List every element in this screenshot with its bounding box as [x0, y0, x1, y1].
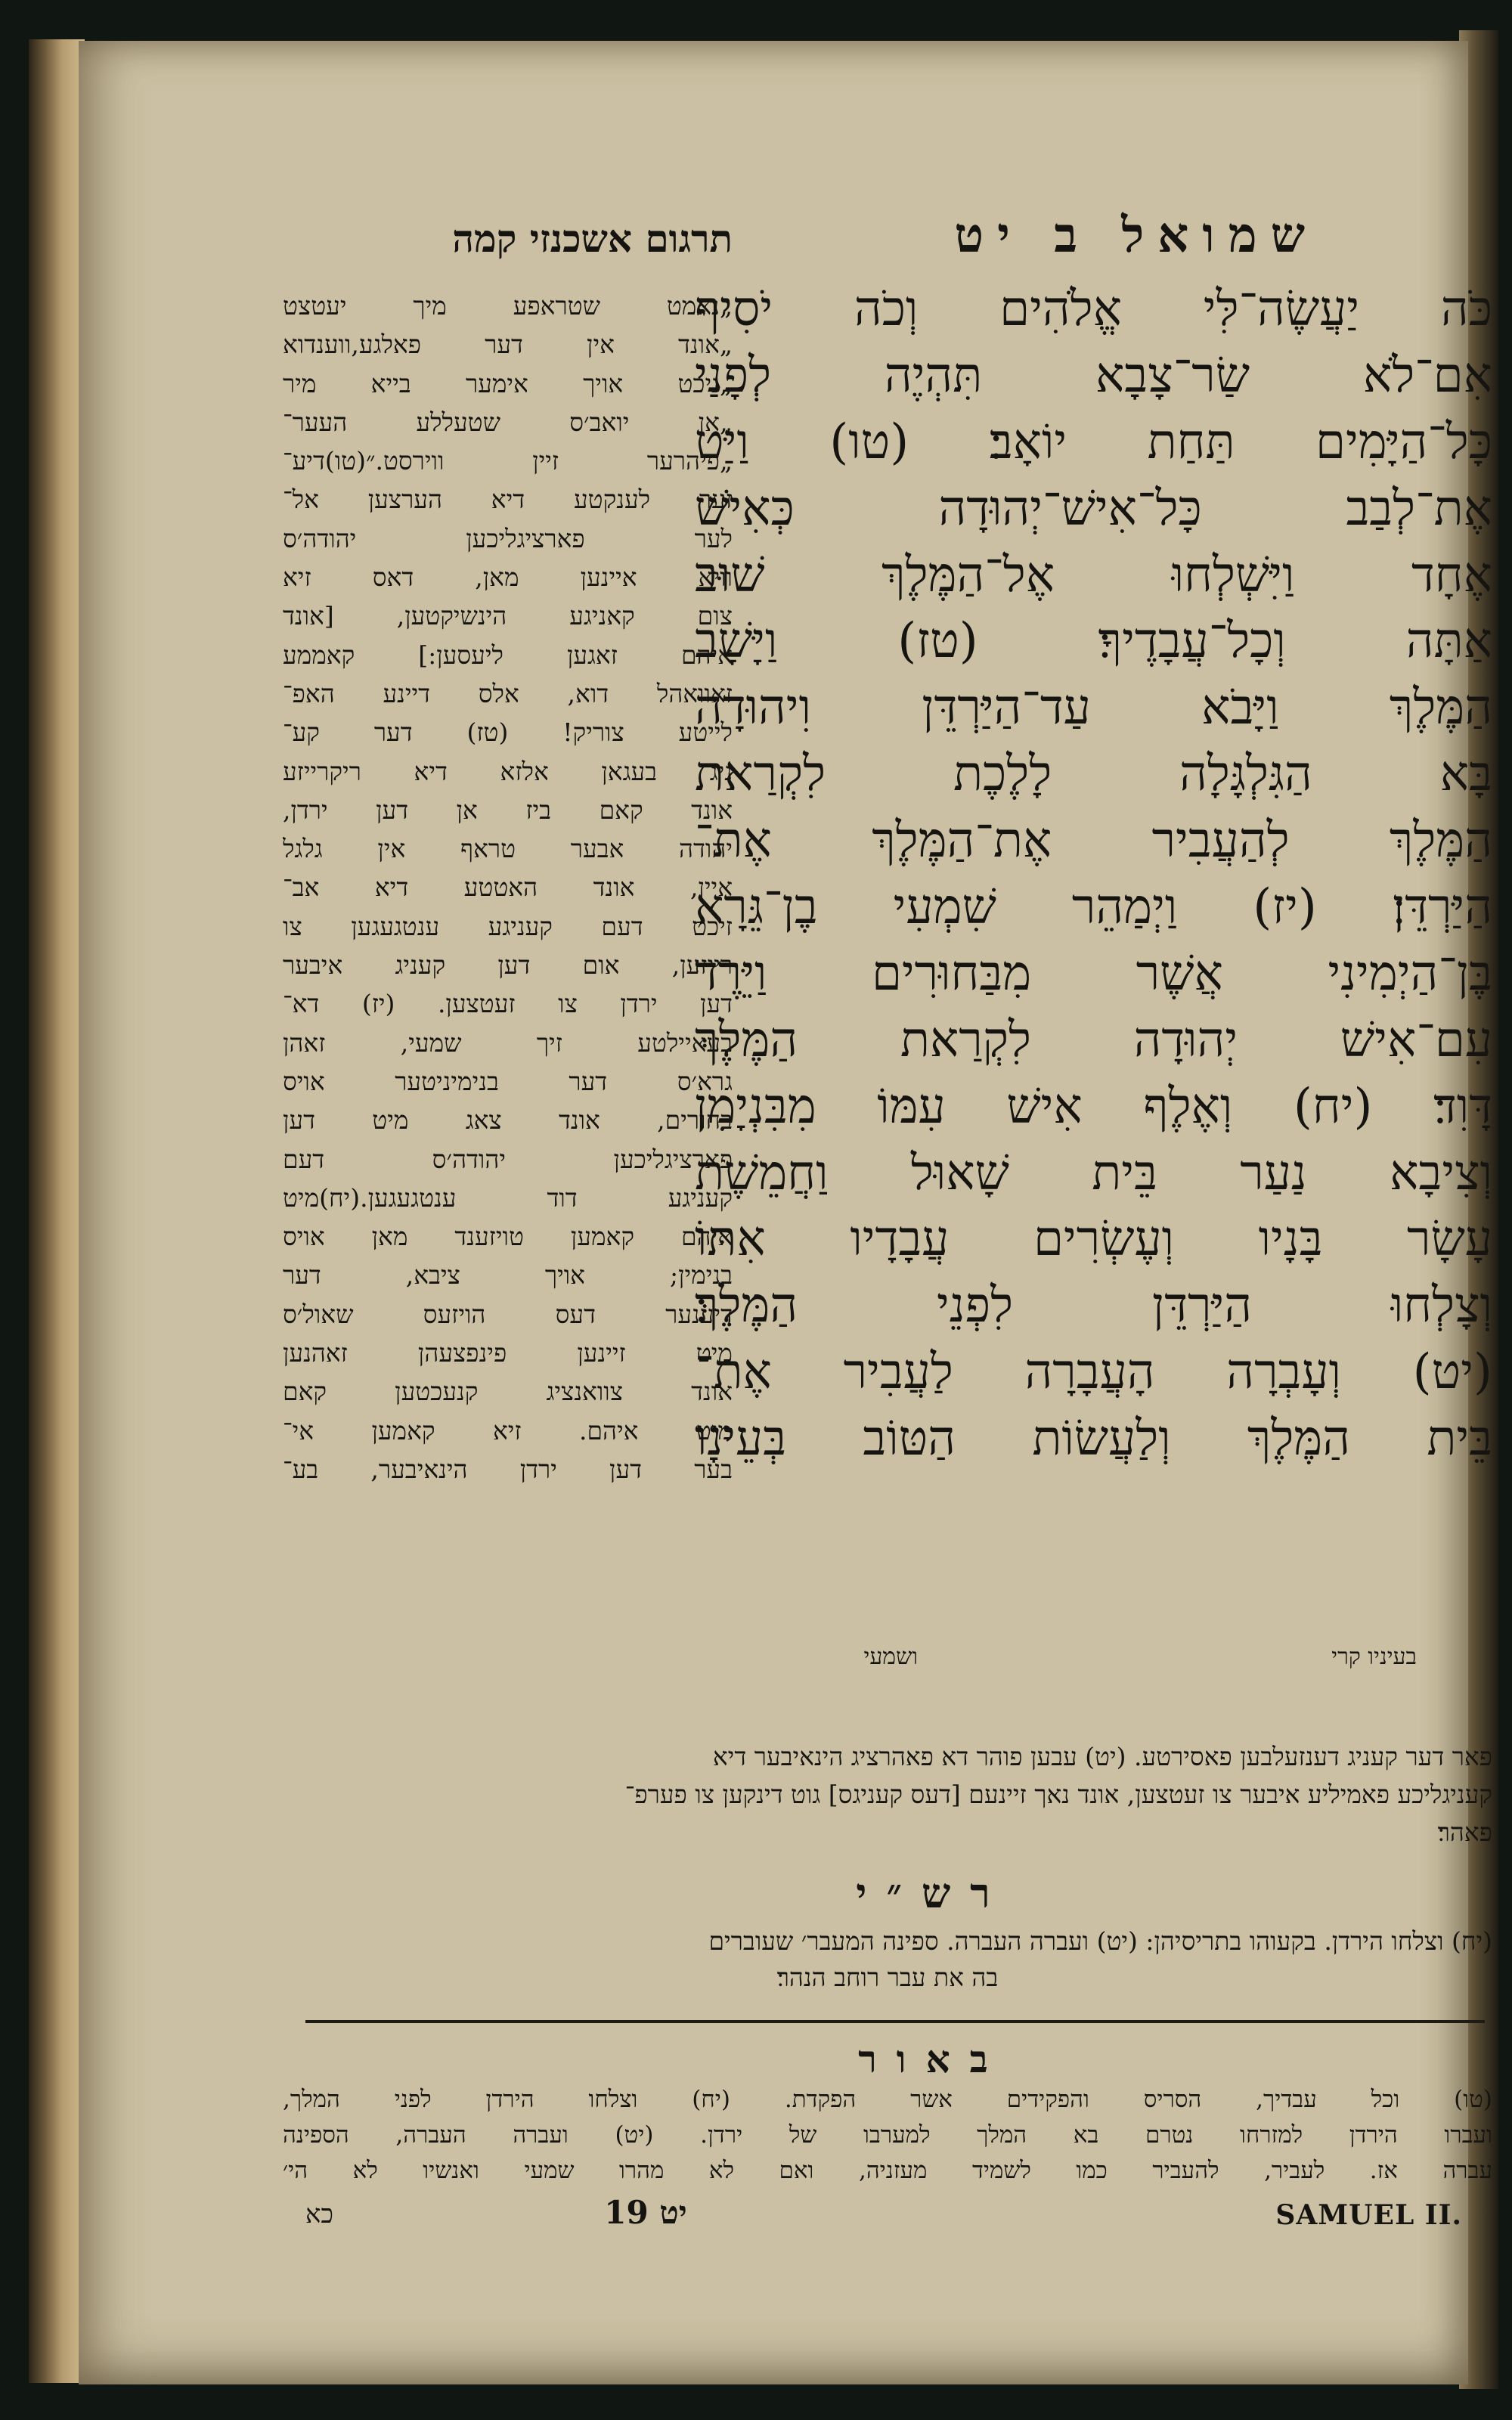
main-text-line: אִם־לֹא שַׂר־צָבָא תִּהְיֶה לְפָנַי [695, 347, 1492, 404]
translation-line: „ניכט אויך אימער בייא מיר [283, 368, 733, 398]
translation-continuation-line: פאר דער קעניג דענזעלבען פאסירטע. (יט) עבען פוהר דא פאהרציג הינאיבער דיא [712, 1742, 1492, 1771]
rashi-commentary [283, 1923, 1492, 1996]
translation-line: בנימין; אויך ציבא, דער [283, 1260, 733, 1291]
main-text-line: עָשָׂר בָּנָיו וְעֶשְׂרִים עֲבָדָיו אִתּוֹ [695, 1211, 1492, 1268]
rashi-line: (יח) וצלחו הירדן. בקעוהו בתריסיהן: (יט) ועברה העברה. ספינה המעבר׳ שעוברים [708, 1926, 1492, 1956]
translation-line: בעאיילטע זיך שמעי, זאהן [283, 1027, 733, 1058]
translation-line: מיט זיינען פינפצעהן זאהנען [283, 1338, 733, 1368]
translation-line: זער לענקטע דיא הערצען אל־ [283, 485, 733, 515]
page-number: 19 יט [604, 2194, 687, 2231]
translation-line: גרא׳ס דער בנימיניטער אויס [283, 1066, 733, 1096]
divider-rule [305, 2020, 1485, 2023]
translation-line: רייזען, אום דען קעניג איבער [283, 950, 733, 981]
main-text-line: וְצָלְחוּ הַיַּרְדֵּן לִפְנֵי הַמֶּלֶךְ׃ [695, 1278, 1492, 1334]
kri-note-left: ושמעי [863, 1644, 918, 1670]
book-page-edges-left [29, 39, 85, 2383]
translation-line: אונד צוואנציג קנעכטען קאם [283, 1377, 733, 1407]
main-text-line: (יט) וְעָבְרָה הָעֲבָרָה לַעֲבִיר אֶת־ [695, 1344, 1492, 1401]
main-text-line: אֶת־לְבַב כָּל־אִישׁ־יְהוּדָה כְּאִישׁ [695, 480, 1492, 537]
main-text-line: בֵּית הַמֶּלֶךְ וְלַעֲשׂוֹת הַטּוֹב בְּעֵינָו [695, 1411, 1492, 1467]
main-text-line: עִם־אִישׁ יְהוּדָה לִקְרַאת הַמֶּלֶךְ [695, 1012, 1492, 1068]
main-text-line: דָּוִד׃ (יח) וְאֶלֶף אִישׁ עִמּוֹ מִבִּנְיָמִן [695, 1078, 1492, 1135]
main-text-line: וְצִיבָא נַעַר בֵּית שָׁאוּל וַחֲמֵשֶׁת [695, 1145, 1492, 1201]
main-text-line: הַיַּרְדֵּן׃ (יז) וַיְמַהֵר שִׁמְעִי בֶן־גֵּרָא [695, 879, 1492, 936]
translation-column-text [283, 287, 733, 1489]
main-text-line: אֶחָד וַיִּשְׁלְחוּ אֶל־הַמֶּלֶךְ שׁוּב [695, 547, 1492, 603]
translation-line: מיט איהם. זיא קאמען אי־ [283, 1415, 733, 1445]
rashi-heading: רש״י [856, 1869, 1010, 1917]
biur-commentary [283, 2082, 1492, 2189]
translation-line: צום קאניגע הינשיקטען, [אונד [283, 601, 733, 631]
book-label: SAMUEL II. [1275, 2199, 1462, 2231]
biur-line: עברה אז. לעביר, להעביר כמו לשמיד מעזניה, ואם לא מהרו שמעי ואנשיו לא הי׳ [283, 2157, 1492, 2184]
translation-line: „פיהרער זיין ווירסט.״(טו)דיע־ [283, 446, 733, 476]
main-text-line: בָּא הַגִּלְגָּלָה לָלֶכֶת לִקְרַאת [695, 746, 1492, 803]
translation-line: איהם קאמען טויזענד מאן אויס [283, 1222, 733, 1252]
translation-line: לער פארציגליכען יהודה׳ס [283, 523, 733, 553]
hebrew-main-text [695, 277, 1492, 1473]
main-text-line: הַמֶּלֶךְ וַיָּבֹא עַד־הַיַּרְדֵּן וִיהוּדָה [695, 680, 1492, 736]
main-text-line: כָּל־הַיָּמִים תַּחַת יוֹאָב׃ (טו) וַיַּט [695, 414, 1492, 470]
translation-line: איין, אונד האטטע דיא אב־ [283, 872, 733, 903]
translation-line: „אן יואב׳ס שטעללע העער־ [283, 407, 733, 437]
translation-line: זאוואהל דוא, אלס דיינע האפ־ [283, 678, 733, 708]
translation-line: „אונד אין דער פאלגע,ווענדוא [283, 330, 733, 360]
translation-line: ניג בעגאן אלזא דיא ריקרייזע [283, 756, 733, 786]
translation-column-header: תרגום אשכנזי קמה [452, 216, 733, 261]
main-text-line: בֶּן־הַיְמִינִי אֲשֶׁר מִבַּחוּרִים וַיֵּרֶד [695, 945, 1492, 1002]
translation-line: „נאמט שטראפע מיך יעטצט [283, 291, 733, 321]
translation-line: קעניגע דוד ענטגעגען.(יח)מיט [283, 1182, 733, 1213]
kri-note-right: בעיניו קרי [1331, 1644, 1417, 1670]
translation-continuation [283, 1738, 1492, 1851]
translation-line: זיכט דעם קעניגע ענטגעגען צו [283, 911, 733, 941]
translation-line: אונד קאם ביז אן דען ירדן, [283, 795, 733, 825]
book-page [79, 41, 1492, 2384]
translation-line: דיענער דעס הויזעס שאול׳ס [283, 1299, 733, 1329]
translation-line: בחורים, אונד צאג מיט דען [283, 1105, 733, 1136]
translation-line: וויא איינען מאן, דאס זיא [283, 562, 733, 593]
biur-line: (טו) וכל עבדיך, הסריס והפקידים אשר הפקדת. (יח) וצלחו הירדן לפני המלך, [283, 2086, 1492, 2113]
main-text-line: כֹּה יַעֲשֶׂה־לִּי אֱלֹהִים וְכֹה יֹסִיף [695, 281, 1492, 337]
translation-line: בער דען ירדן הינאיבער, בע־ [283, 1454, 733, 1484]
main-text-line: הַמֶּלֶךְ לְהַעֲבִיר אֶת־הַמֶּלֶךְ אֶת־ [695, 813, 1492, 869]
translation-line: לייטע צוריק! (טז) דער קע־ [283, 717, 733, 748]
translation-continuation-line: קעניגליכע פאמיליע איבער צו זעטצען, אונד נאך זיינעם [דעס קעניגס] גוט דינקען צו פערפ־ [624, 1780, 1492, 1809]
signature-mark: כא [305, 2199, 334, 2229]
translation-line: דען ירדן צו זעטצען. (יז) דא־ [283, 989, 733, 1019]
translation-line: יהודה אבער טראף אין גלגל [283, 834, 733, 864]
translation-continuation-line: פאהר׃ [1437, 1817, 1492, 1847]
main-column-header: שמואל ב יט [954, 207, 1318, 264]
biur-line: ועברו הירדן למזרחו נטרם בא המלך למערבו של ירדן. (יט) ועברה העברה, הספינה [283, 2121, 1492, 2149]
translation-line: פארציגליכען יהודה׳ס דעם [283, 1144, 733, 1174]
translation-line: איהם זאגען ליעסען:] קאממע [283, 640, 733, 670]
biur-heading: באור [858, 2037, 1008, 2081]
main-text-line: אַתָּה וְכָל־עֲבָדֶיךָ׃ (טז) וַיָּשָׁב [695, 613, 1492, 670]
rashi-line: בה את עבר רוחב הנהר׃ [776, 1963, 999, 1992]
